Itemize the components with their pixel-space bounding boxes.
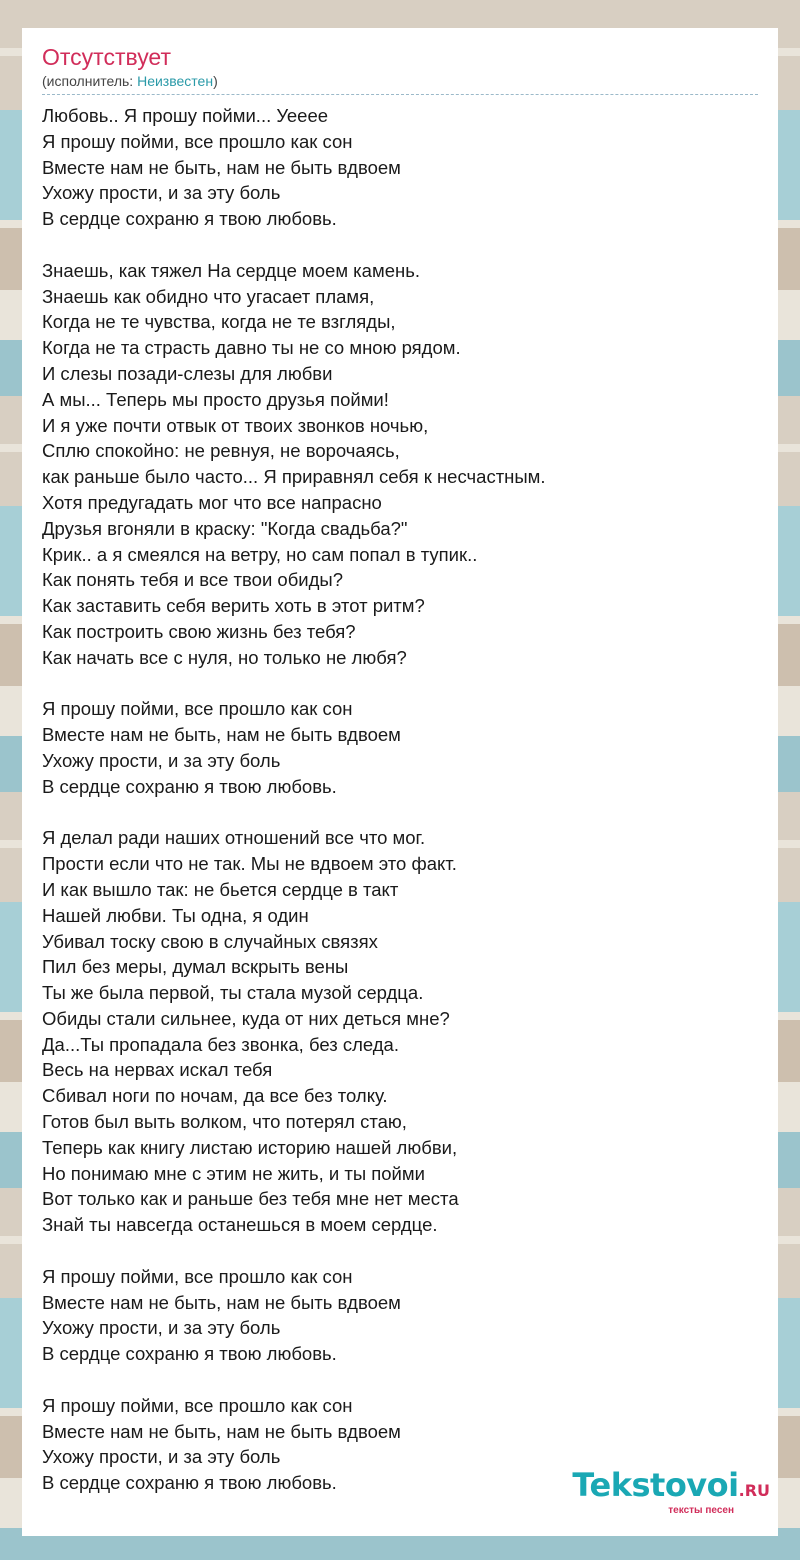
lyric-line: Хотя предугадать мог что все напрасно — [42, 491, 382, 513]
lyric-line: Убивал тоску свою в случайных связях — [42, 930, 378, 952]
lyrics-stanza — [42, 696, 758, 799]
lyric-line: Сбивал ноги по ночам, да все без толку. — [42, 1085, 388, 1107]
lyric-line: Пил без меры, думал вскрыть вены — [42, 956, 349, 978]
lyric-line: Как понять тебя и все твои обиды? — [42, 569, 344, 591]
lyric-line: И я уже почти отвык от твоих звонков ночью, — [42, 414, 429, 436]
lyric-line: Я делал ради наших отношений все что мог. — [42, 827, 426, 849]
logo-tld: .RU — [738, 1481, 770, 1500]
logo-name: Tekstovoi — [572, 1466, 739, 1504]
lyric-line: Как построить свою жизнь без тебя? — [42, 620, 356, 642]
site-logo[interactable] — [572, 1468, 770, 1517]
lyric-line: как раньше было часто... Я приравнял себя к несчастным. — [42, 466, 546, 488]
artist-suffix: ) — [213, 73, 218, 89]
lyric-line: Я прошу пойми, все прошло как сон — [42, 1265, 353, 1287]
lyrics-stanza — [42, 103, 758, 232]
lyric-line: Вот только как и раньше без тебя мне нет места — [42, 1188, 459, 1210]
lyric-line: Но понимаю мне с этим не жить, и ты пойми — [42, 1162, 425, 1184]
lyric-line: Обиды стали сильнее, куда от них деться мне? — [42, 1007, 450, 1029]
lyric-line: Ухожу прости, и за эту боль — [42, 1446, 281, 1468]
lyric-line: Когда не те чувства, когда не те взгляды, — [42, 311, 396, 333]
lyric-line: Друзья вгоняли в краску: "Когда свадьба?" — [42, 517, 408, 539]
lyric-line: Да...Ты пропадала без звонка, без следа. — [42, 1033, 399, 1055]
lyric-line: Крик.. а я смеялся на ветру, но сам попал в тупик.. — [42, 543, 478, 565]
lyric-line: Знай ты навсегда останешься в моем сердце. — [42, 1214, 438, 1236]
lyric-line: Весь на нервах искал тебя — [42, 1059, 273, 1081]
lyric-line: В сердце сохраню я твою любовь. — [42, 1472, 337, 1494]
lyric-line: Знаешь как обидно что угасает пламя, — [42, 285, 375, 307]
lyric-line: Знаешь, как тяжел На сердце моем камень. — [42, 259, 420, 281]
lyric-line: И как вышло так: не бьется сердце в такт — [42, 878, 399, 900]
lyric-line: Теперь как книгу листаю историю нашей любви, — [42, 1136, 458, 1158]
lyric-line: Как заставить себя верить хоть в этот ритм? — [42, 595, 425, 617]
lyrics-stanza — [42, 825, 758, 1238]
artist-link[interactable]: Неизвестен — [137, 73, 214, 89]
lyric-line: В сердце сохраню я твою любовь. — [42, 775, 337, 797]
lyric-line: Нашей любви. Ты одна, я один — [42, 904, 309, 926]
logo-wordmark — [572, 1468, 770, 1508]
logo-tagline: тексты песен — [668, 1505, 734, 1516]
lyric-line: В сердце сохраню я твою любовь. — [42, 1343, 337, 1365]
lyric-line: В сердце сохраню я твою любовь. — [42, 208, 337, 230]
lyric-line: Сплю спокойно: не ревнуя, не ворочаясь, — [42, 440, 400, 462]
lyric-line: Я прошу пойми, все прошло как сон — [42, 130, 353, 152]
lyric-line: Я прошу пойми, все прошло как сон — [42, 1394, 353, 1416]
artist-prefix: (исполнитель: — [42, 73, 138, 89]
artist-line — [42, 72, 758, 95]
lyric-line: Когда не та страсть давно ты не со мною рядом. — [42, 337, 461, 359]
song-title: Отсутствует — [42, 44, 171, 70]
lyric-line: Вместе нам не быть, нам не быть вдвоем — [42, 1420, 401, 1442]
lyric-line: Вместе нам не быть, нам не быть вдвоем — [42, 1291, 401, 1313]
lyric-line: А мы... Теперь мы просто друзья пойми! — [42, 388, 389, 410]
lyrics-body — [42, 103, 758, 1496]
lyric-line: Ухожу прости, и за эту боль — [42, 1317, 281, 1339]
lyric-line: Вместе нам не быть, нам не быть вдвоем — [42, 156, 401, 178]
lyric-line: Ты же была первой, ты стала музой сердца. — [42, 982, 424, 1004]
lyric-line: И слезы позади-слезы для любви — [42, 362, 333, 384]
lyric-line: Прости если что не так. Мы не вдвоем это факт. — [42, 853, 457, 875]
lyric-line: Вместе нам не быть, нам не быть вдвоем — [42, 724, 401, 746]
lyrics-stanza — [42, 1264, 758, 1367]
lyric-line: Любовь.. Я прошу пойми... Уееее — [42, 105, 329, 126]
lyric-line: Как начать все с нуля, но только не любя? — [42, 646, 407, 668]
lyric-line: Ухожу прости, и за эту боль — [42, 182, 281, 204]
lyrics-stanza — [42, 258, 758, 671]
lyrics-card — [22, 28, 778, 1536]
lyric-line: Я прошу пойми, все прошло как сон — [42, 698, 353, 720]
lyric-line: Ухожу прости, и за эту боль — [42, 749, 281, 771]
lyric-line: Готов был выть волком, что потерял стаю, — [42, 1111, 407, 1133]
